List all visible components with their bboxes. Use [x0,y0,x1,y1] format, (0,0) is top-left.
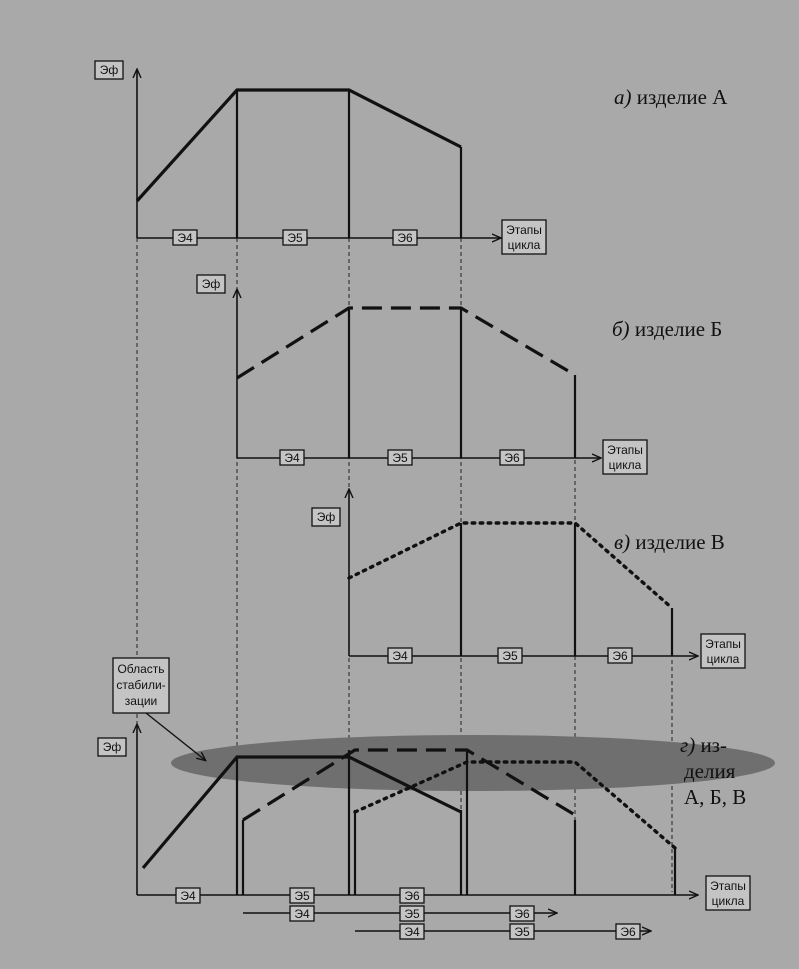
stage-row-3 [355,924,650,939]
svg-text:зации: зации [124,694,158,708]
caption-b: б) изделие Б [612,317,723,341]
svg-text:делия: делия [684,759,736,783]
svg-text:Этапы: Этапы [607,443,643,457]
svg-text:Этапы: Этапы [710,879,746,893]
svg-text:Эф: Эф [201,277,221,291]
stage-row-2 [243,906,556,921]
y-axis-label-g [98,738,126,756]
svg-text:Э5: Э5 [514,925,530,939]
svg-text:цикла: цикла [608,458,642,472]
svg-text:Э5: Э5 [502,649,518,663]
svg-text:Э4: Э4 [284,451,300,465]
svg-text:Эф: Эф [99,63,119,77]
x-axis-label-v [701,634,745,668]
svg-text:Э5: Э5 [392,451,408,465]
svg-text:цикла: цикла [507,238,541,252]
svg-text:цикла: цикла [706,652,740,666]
svg-text:Э6: Э6 [620,925,636,939]
svg-text:Э6: Э6 [397,231,413,245]
svg-text:г) из-: г) из- [680,733,727,757]
caption-a: а) изделие А [614,85,728,109]
panel-v [312,490,745,668]
svg-text:Э6: Э6 [514,907,530,921]
svg-text:А, Б, В: А, Б, В [684,785,747,809]
svg-text:Этапы: Этапы [506,223,542,237]
y-axis-label-a [95,61,123,79]
svg-text:Эф: Эф [102,740,122,754]
curve-b [237,308,575,378]
svg-text:Э6: Э6 [504,451,520,465]
svg-text:Э6: Э6 [612,649,628,663]
svg-text:стабили-: стабили- [116,678,166,692]
svg-text:Э4: Э4 [180,889,196,903]
callout-stabilization [113,658,205,760]
svg-text:Область: Область [117,662,165,676]
panel-a [95,61,728,254]
svg-text:Э4: Э4 [294,907,310,921]
curve-a [137,90,461,201]
svg-text:Э4: Э4 [404,925,420,939]
y-axis-label-b [197,275,225,293]
x-axis-label-b [603,440,647,474]
svg-text:Э5: Э5 [287,231,303,245]
svg-text:Этапы: Этапы [705,637,741,651]
x-axis-label-g [706,876,750,910]
y-axis-label-v [312,508,340,526]
alignment-guides [137,238,672,892]
svg-text:Э4: Э4 [392,649,408,663]
panel-b [197,275,722,474]
panel-g [98,658,775,939]
x-axis-label-a [502,220,546,254]
svg-text:цикла: цикла [711,894,745,908]
svg-text:Э6: Э6 [404,889,420,903]
svg-text:Э4: Э4 [177,231,193,245]
caption-v: в) изделие В [614,530,725,554]
svg-text:Эф: Эф [316,510,336,524]
svg-text:Э5: Э5 [294,889,310,903]
svg-text:Э5: Э5 [404,907,420,921]
